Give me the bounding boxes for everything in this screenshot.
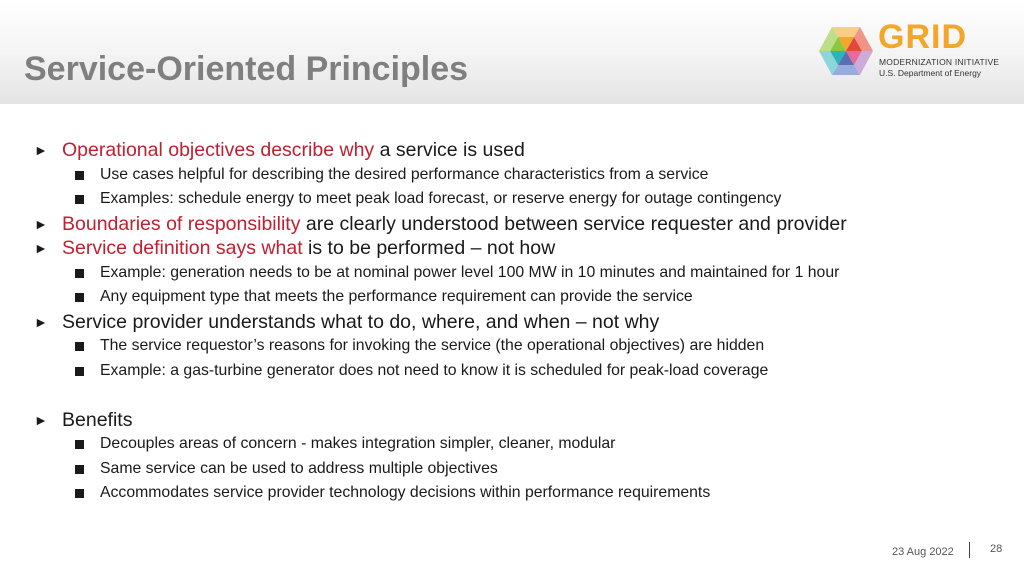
- bullet-item: [34, 310, 994, 335]
- footer-divider: [969, 542, 970, 558]
- sub-bullet-text: Same service can be used to address multiple objectives: [100, 459, 498, 477]
- square-bullet-icon: [75, 269, 84, 278]
- sub-bullet-text: The service requestor’s reasons for invoking the service (the operational objectives) are hidden: [100, 337, 765, 354]
- sub-bullet-item: [34, 261, 994, 286]
- logo-wordmark: GRID: [878, 18, 967, 56]
- page-title: Service-Oriented Principles: [24, 50, 469, 88]
- bullet-text: is to be performed – not how: [302, 237, 556, 259]
- sub-bullet-text: Examples: schedule energy to meet peak load forecast, or reserve energy for outage contingency: [100, 190, 782, 207]
- square-bullet-icon: [75, 367, 84, 376]
- sub-bullet-item: [34, 432, 994, 457]
- sub-bullet-item: [34, 163, 994, 188]
- sub-bullet-text: Any equipment type that meets the performance requirement can provide the service: [100, 288, 693, 305]
- footer-date: 23 Aug 2022: [892, 546, 954, 558]
- highlight-text: Boundaries of responsibility: [62, 212, 301, 235]
- grid-logo: [818, 18, 1000, 80]
- bullet-item: [34, 408, 994, 433]
- grid-logo-icon: [818, 24, 874, 78]
- square-bullet-icon: [75, 171, 84, 180]
- logo-subtitle: MODERNIZATION INITIATIVE: [879, 57, 1000, 67]
- square-bullet-icon: [75, 489, 84, 498]
- sub-bullet-text: Accommodates service provider technology decisions within performance requirements: [100, 484, 711, 501]
- bullet-list: [34, 138, 994, 506]
- square-bullet-icon: [75, 293, 84, 302]
- sub-bullet-text: Decouples areas of concern - makes integration simpler, cleaner, modular: [100, 435, 616, 452]
- bullet-item: [34, 212, 994, 237]
- bullet-text: a service is used: [374, 139, 525, 161]
- sub-bullet-item: [34, 285, 994, 310]
- highlight-text: Operational objectives describe why: [62, 139, 375, 161]
- sub-bullet-item: [34, 334, 994, 359]
- square-bullet-icon: [75, 342, 84, 351]
- arrow-bullet-icon: ►: [34, 215, 48, 232]
- bullet-item: [34, 236, 994, 261]
- highlight-text: Service definition says what: [62, 237, 303, 259]
- square-bullet-icon: [75, 465, 84, 474]
- sub-bullet-item: [34, 359, 994, 384]
- bullet-text: Benefits: [62, 408, 133, 431]
- bullet-item: [34, 138, 994, 163]
- logo-agency: U.S. Department of Energy: [879, 68, 982, 78]
- sub-bullet-item: [34, 481, 994, 506]
- arrow-bullet-icon: ►: [34, 313, 48, 330]
- arrow-bullet-icon: ►: [34, 411, 48, 428]
- square-bullet-icon: [75, 440, 84, 449]
- arrow-bullet-icon: ►: [34, 142, 48, 158]
- bullet-text: Service provider understands what to do, where, and when – not why: [62, 310, 660, 333]
- square-bullet-icon: [75, 195, 84, 204]
- bullet-text: are clearly understood between service requester and provider: [300, 212, 847, 235]
- spacer: [34, 383, 994, 408]
- arrow-bullet-icon: ►: [34, 240, 48, 256]
- sub-bullet-item: [34, 187, 994, 212]
- sub-bullet-item: [34, 457, 994, 482]
- sub-bullet-text: Example: a gas-turbine generator does not need to know it is scheduled for peak-load coverage: [100, 361, 769, 379]
- sub-bullet-text: Use cases helpful for describing the desired performance characteristics from a service: [100, 165, 709, 183]
- page-number: 28: [990, 543, 1003, 555]
- sub-bullet-text: Example: generation needs to be at nominal power level 100 MW in 10 minutes and maintained for 1 hour: [100, 263, 840, 281]
